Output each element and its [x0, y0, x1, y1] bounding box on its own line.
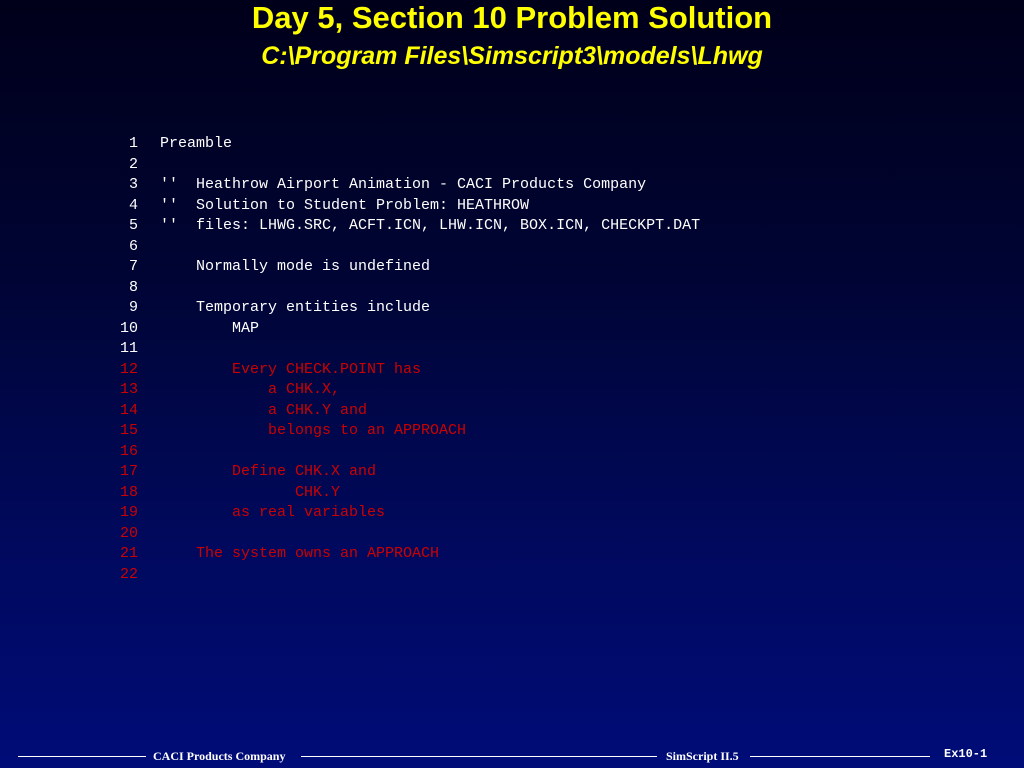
line-number: 5 — [128, 217, 138, 234]
code-text: CHK.Y — [160, 483, 341, 501]
line-number: 16 — [119, 442, 138, 460]
code-text: Normally mode is undefined — [160, 258, 431, 275]
line-number: 15 — [119, 422, 138, 439]
code-line — [100, 360, 700, 381]
code-line — [100, 503, 700, 524]
code-line — [100, 421, 700, 442]
line-number: 9 — [128, 299, 138, 316]
code-line — [100, 237, 700, 258]
slide-subtitle: C:\Program Files\Simscript3\models\Lhwg — [261, 42, 763, 70]
slide-number: Ex10-1 — [944, 747, 988, 761]
code-line — [100, 155, 700, 176]
code-line — [100, 339, 700, 360]
line-number: 14 — [119, 401, 138, 419]
code-line — [100, 257, 700, 278]
code-line — [100, 462, 700, 483]
line-number: 7 — [128, 258, 138, 275]
code-text: belongs to an APPROACH — [160, 422, 467, 439]
code-line — [100, 524, 700, 545]
footer-rule-middle — [301, 756, 657, 757]
footer-rule-right — [750, 756, 930, 757]
code-text: a CHK.Y and — [160, 401, 368, 419]
code-text: Temporary entities include — [160, 299, 431, 316]
line-number: 12 — [119, 360, 138, 378]
code-text: The system owns an APPROACH — [160, 545, 440, 562]
code-line — [100, 565, 700, 586]
line-number: 22 — [119, 565, 138, 583]
code-line — [100, 319, 700, 340]
line-number: 1 — [128, 135, 138, 152]
line-number: 11 — [119, 340, 138, 357]
code-text: Every CHECK.POINT has — [160, 360, 422, 378]
line-number: 21 — [119, 545, 138, 562]
code-line — [100, 401, 700, 422]
line-number: 10 — [119, 319, 138, 337]
line-number: 13 — [119, 381, 138, 398]
footer-product: SimScript II.5 — [666, 749, 739, 763]
code-line — [100, 298, 700, 319]
code-text: MAP — [160, 319, 260, 337]
code-text: a CHK.X, — [160, 381, 341, 398]
line-number: 6 — [128, 237, 138, 255]
footer-rule-left — [18, 756, 146, 757]
code-text: as real variables — [160, 504, 386, 521]
code-text: '' files: LHWG.SRC, ACFT.ICN, LHW.ICN, BOX.ICN, CHECKPT.DAT — [160, 217, 701, 234]
line-number: 3 — [128, 176, 138, 193]
slide-title: Day 5, Section 10 Problem Solution — [251, 0, 773, 35]
footer-company: CACI Products Company — [153, 749, 286, 763]
code-listing — [100, 134, 700, 585]
code-line — [100, 380, 700, 401]
code-line — [100, 196, 700, 217]
line-number: 8 — [128, 278, 138, 296]
code-line — [100, 175, 700, 196]
code-line — [100, 544, 700, 565]
code-text: '' Solution to Student Problem: HEATHROW — [160, 196, 530, 214]
line-number: 18 — [119, 483, 138, 501]
line-number: 20 — [119, 524, 138, 542]
code-line — [100, 134, 700, 155]
line-number: 17 — [119, 463, 138, 480]
code-line — [100, 278, 700, 299]
code-text: Define CHK.X and — [160, 463, 377, 480]
code-line — [100, 216, 700, 237]
line-number: 19 — [119, 504, 138, 521]
code-text: Preamble — [160, 135, 233, 152]
line-number: 2 — [128, 155, 138, 173]
code-line — [100, 483, 700, 504]
line-number: 4 — [128, 196, 138, 214]
code-text: '' Heathrow Airport Animation - CACI Products Company — [160, 176, 647, 193]
code-line — [100, 442, 700, 463]
